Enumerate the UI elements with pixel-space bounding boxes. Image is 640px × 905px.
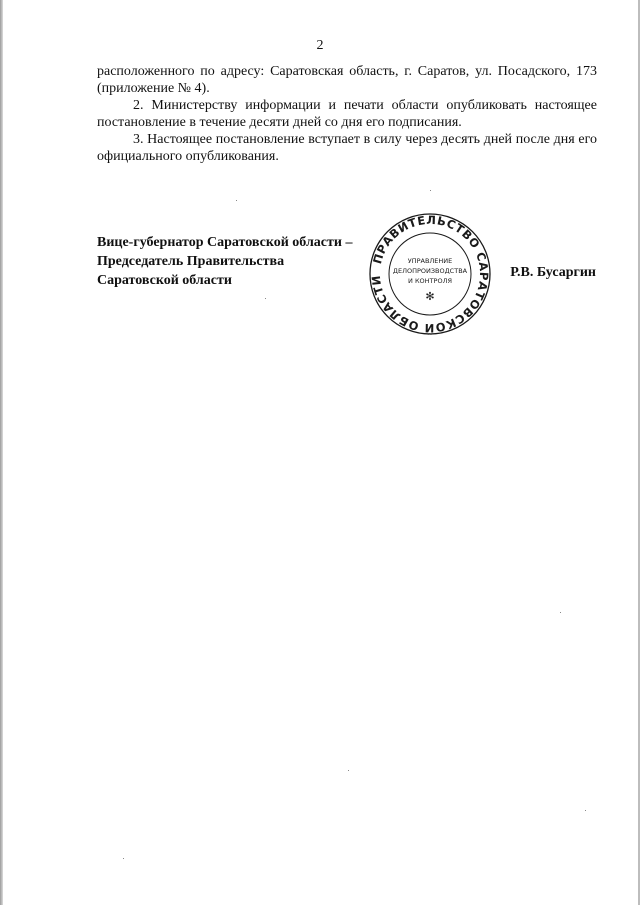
signatory-title bbox=[97, 233, 352, 290]
seal-star-icon: ✻ bbox=[425, 290, 435, 303]
scan-speck bbox=[236, 200, 237, 201]
signatory-title-line-3: Саратовской области bbox=[97, 273, 232, 288]
seal-center-line-1: УПРАВЛЕНИЕ bbox=[407, 257, 453, 265]
scan-speck bbox=[430, 190, 431, 191]
document-body bbox=[97, 63, 597, 165]
paragraph-address: расположенного по адресу: Саратовская область, г. Саратов, ул. Посадского, 173 (приложение № 4). bbox=[97, 64, 597, 96]
seal-ring-text: ПРАВИТЕЛЬСТВО САРАТОВСКОЙ ОБЛАСТИ bbox=[368, 212, 492, 336]
signatory-title-line-1: Вице-губернатор Саратовской области – bbox=[97, 235, 353, 250]
scan-speck bbox=[585, 810, 586, 811]
paragraph-effective-date: 3. Настоящее постановление вступает в силу через десять дней после дня его официального опубликования. bbox=[97, 132, 597, 164]
page-edge-left bbox=[0, 0, 3, 905]
seal-center-line-3: И КОНТРОЛЯ bbox=[408, 277, 452, 285]
scan-speck bbox=[560, 612, 561, 613]
scan-speck bbox=[123, 858, 124, 859]
scan-speck bbox=[265, 298, 266, 299]
official-seal bbox=[368, 212, 492, 336]
scan-speck bbox=[348, 770, 349, 771]
page-number: 2 bbox=[316, 38, 324, 53]
paragraph-publication: 2. Министерству информации и печати области опубликовать настоящее постановление в течение десяти дней со дня его подписания. bbox=[97, 98, 597, 130]
signatory-name: Р.В. Бусаргин bbox=[510, 265, 596, 280]
seal-center-line-2: ДЕЛОПРОИЗВОДСТВА bbox=[392, 267, 468, 275]
signatory-title-line-2: Председатель Правительства bbox=[97, 254, 285, 269]
